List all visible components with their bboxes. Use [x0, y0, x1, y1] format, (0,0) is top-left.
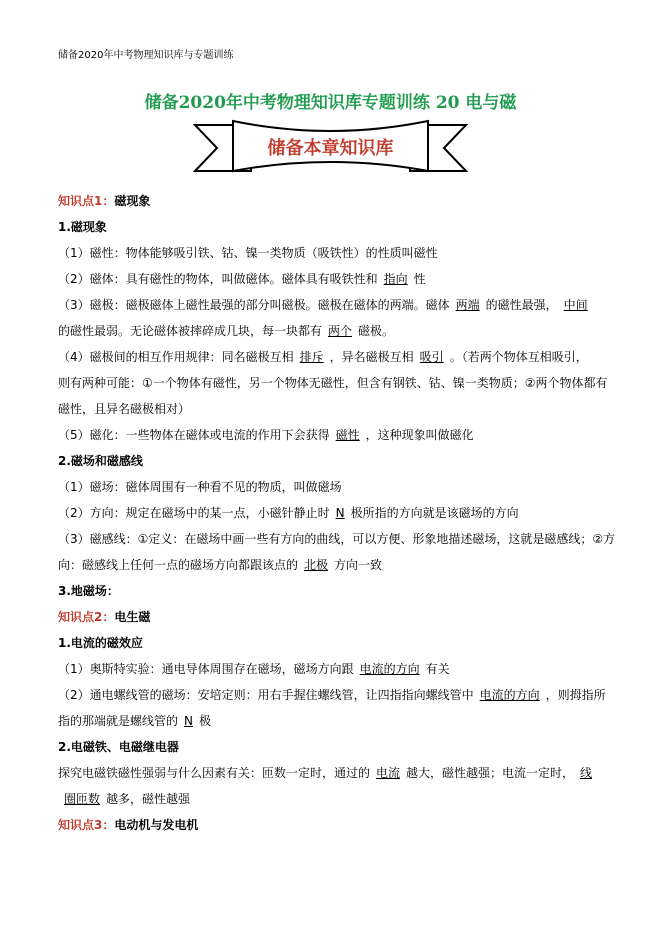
- answer-blank: 电流: [376, 766, 401, 780]
- answer-blank: 排斥: [299, 350, 324, 364]
- paragraph-line: （4）磁极间的相互作用规律：同名磁极互相 排斥 ，异名磁极互相 吸引 。（若两个物体互相吸引，: [58, 350, 588, 364]
- paragraph-line: （2）磁体：具有磁性的物体，叫做磁体。磁体具有吸铁性和 指向 性: [58, 272, 426, 286]
- section-heading: 1.磁现象: [58, 220, 107, 234]
- paragraph-line: 向：磁感线上任何一点的磁场方向都跟该点的 北极 方向一致: [58, 558, 383, 572]
- banner-text: 储备本章知识库: [267, 138, 394, 159]
- chapter-banner: [193, 117, 468, 179]
- paragraph-line: （3）磁感线：①定义：在磁场中画一些有方向的曲线，可以方便、形象地描述磁场，这就是磁感线；②方: [58, 532, 616, 546]
- paragraph-line: （2）方向：规定在磁场中的某一点，小磁针静止时 N 极所指的方向就是该磁场的方向: [58, 506, 519, 520]
- paragraph-line: 则有两种可能：①一个物体有磁性，另一个物体无磁性，但含有钢铁、钴、镍一类物质；②两个物体都有: [58, 376, 608, 390]
- answer-blank: 北极: [304, 558, 329, 572]
- paragraph-line: （1）磁性：物体能够吸引铁、钴、镍一类物质（吸铁性）的性质叫磁性: [58, 246, 438, 260]
- answer-blank: 磁性: [335, 428, 360, 442]
- paragraph-line: （2）通电螺线管的磁场：安培定则：用右手握住螺线管，让四指指向螺线管中 电流的方向 ，则拇指所: [58, 688, 606, 702]
- paragraph-line: （1）奥斯特实验：通电导体周围存在磁场，磁场方向跟 电流的方向 有关: [58, 662, 450, 676]
- document-body: [58, 188, 616, 838]
- answer-blank: 两个: [328, 324, 353, 338]
- document-title: 储备2020年中考物理知识库专题训练 20 电与磁: [144, 93, 517, 113]
- paragraph-line: 圈匝数 越多，磁性越强: [58, 786, 606, 812]
- knowledge-point-1: 知识点1：磁现象: [58, 194, 151, 208]
- answer-blank: 线: [580, 766, 593, 780]
- running-header: 储备2020年中考物理知识库与专题训练: [58, 50, 234, 61]
- paragraph-line: 的磁性最弱。无论磁体被摔碎成几块，每一块都有 两个 磁极。: [58, 324, 395, 338]
- paragraph-line: 磁性，且异名磁极相对）: [58, 402, 191, 416]
- paragraph-line: 指的那端就是螺线管的 N 极: [58, 714, 212, 728]
- paragraph-line: （1）磁场：磁体周围有一种看不见的物质，叫做磁场: [58, 480, 342, 494]
- answer-blank: 两端: [455, 298, 480, 312]
- answer-blank: 圈匝数: [64, 792, 101, 806]
- paragraph-line: （3）磁极：磁极磁体上磁性最强的部分叫磁极。磁极在磁体的两端。磁体 两端 的磁性最强， 中间: [58, 292, 606, 318]
- section-heading: 2.电磁铁、电磁继电器: [58, 740, 179, 754]
- answer-blank: N: [184, 714, 193, 728]
- paragraph-line: 探究电磁铁磁性强弱与什么因素有关：匝数一定时，通过的 电流 越大，磁性越强；电流一定时， 线: [58, 760, 606, 786]
- section-heading: 1.电流的磁效应: [58, 636, 143, 650]
- answer-blank: 电流的方向: [479, 688, 540, 702]
- answer-blank: 吸引: [419, 350, 444, 364]
- answer-blank: 电流的方向: [359, 662, 420, 676]
- knowledge-point-3: 知识点3：电动机与发电机: [58, 818, 199, 832]
- section-heading: 2.磁场和磁感线: [58, 454, 143, 468]
- answer-blank: N: [335, 506, 345, 520]
- knowledge-point-2: 知识点2：电生磁: [58, 610, 151, 624]
- answer-blank: 中间: [563, 298, 588, 312]
- answer-blank: 指向: [383, 272, 408, 286]
- section-heading: 3.地磁场：: [58, 584, 119, 598]
- paragraph-line: （5）磁化：一些物体在磁体或电流的作用下会获得 磁性 ，这种现象叫做磁化: [58, 428, 474, 442]
